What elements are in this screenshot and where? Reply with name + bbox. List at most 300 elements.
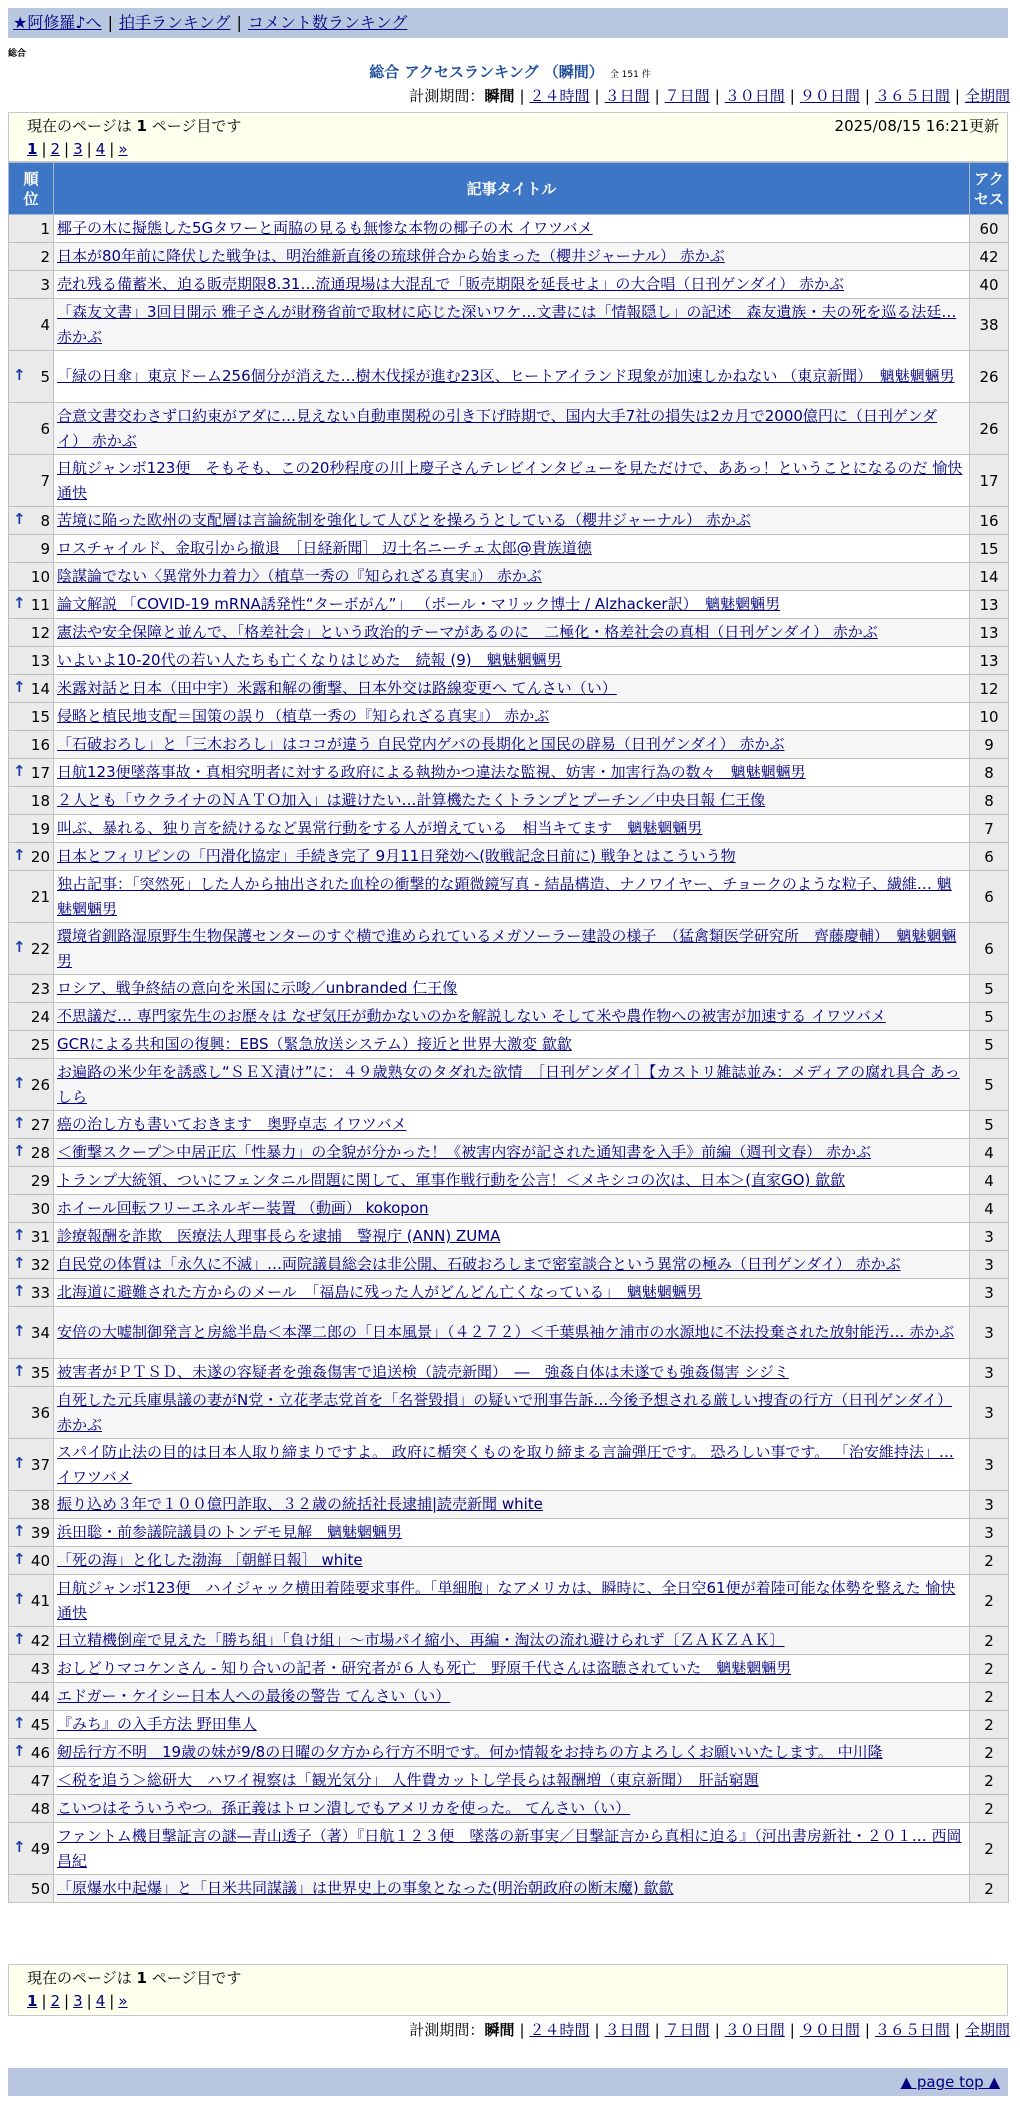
rank-cell bbox=[9, 299, 54, 351]
pagination-bottom bbox=[27, 1990, 997, 2013]
rank-cell bbox=[9, 647, 54, 675]
title-cell bbox=[54, 619, 970, 647]
page-next-link[interactable]: » bbox=[118, 140, 128, 158]
rank-up-icon: ↑ bbox=[13, 1254, 26, 1272]
article-link[interactable]: 侵略と植民地支配＝国策の誤り（植草一秀の『知られざる真実』） 赤かぶ bbox=[57, 707, 550, 725]
rank-cell bbox=[9, 1223, 54, 1251]
title-cell bbox=[54, 1059, 970, 1111]
access-count: 7 bbox=[970, 815, 1009, 843]
access-count: 15 bbox=[970, 535, 1009, 563]
rank-number: 11 bbox=[30, 595, 50, 614]
article-link[interactable]: 『みち』の入手方法 野田隼人 bbox=[57, 1715, 257, 1733]
rank-number: 21 bbox=[30, 887, 50, 906]
period-separator: | bbox=[714, 2021, 720, 2039]
title-cell bbox=[54, 563, 970, 591]
rank-number: 42 bbox=[30, 1631, 50, 1650]
table-row bbox=[9, 455, 1009, 507]
rank-number: 41 bbox=[30, 1591, 50, 1610]
ranking-table bbox=[8, 162, 1009, 1903]
ranking-title: 総合 アクセスランキング （瞬間） bbox=[369, 63, 604, 81]
access-count: 6 bbox=[970, 871, 1009, 923]
article-link[interactable]: 「原爆水中起爆」と「日米共同謀議」は世界史上の事象となった(明治朝政府の断末魔) 歙歙 bbox=[57, 1879, 674, 1897]
article-link[interactable]: おしどりマコケンさん - 知り合いの記者・研究者が６人も死亡 野原千代さんは盗聴されていた 魑魅魍魎男 bbox=[57, 1659, 792, 1677]
period-separator: | bbox=[594, 2021, 600, 2039]
table-row bbox=[9, 815, 1009, 843]
period-separator: | bbox=[864, 87, 870, 105]
rank-number: 13 bbox=[30, 651, 50, 670]
pagination-top bbox=[27, 138, 997, 161]
table-row bbox=[9, 1439, 1009, 1491]
access-count: 2 bbox=[970, 1739, 1009, 1767]
table-row bbox=[9, 299, 1009, 351]
article-link[interactable]: 米露対話と日本（田中宇）米露和解の衝撃、日本外交は路線変更へ てんさい（い） bbox=[57, 679, 617, 697]
access-count: 3 bbox=[970, 1387, 1009, 1439]
header-title: 記事タイトル bbox=[54, 163, 970, 215]
access-count: 60 bbox=[970, 215, 1009, 243]
rank-number: 4 bbox=[40, 315, 50, 334]
article-link[interactable]: 安倍の大嘘制御発言と房総半島＜本澤二郎の「日本風景」（４２７２）＜千葉県袖ケ浦市の水源地に不法投棄された放射能汚… 赤かぶ bbox=[57, 1323, 955, 1341]
article-link[interactable]: ２人とも「ウクライナのＮＡＴＯ加入」は避けたい…計算機たたくトランプとプーチン／中央日報 仁王像 bbox=[57, 791, 766, 809]
title-cell bbox=[54, 591, 970, 619]
rank-number: 7 bbox=[40, 471, 50, 490]
article-link[interactable]: 日航ジャンボ123便 そもそも、この20秒程度の川上慶子さんテレビインタビューを見ただけで、ああっ！ということになるのだ 愉快通快 bbox=[57, 458, 963, 502]
access-count: 40 bbox=[970, 271, 1009, 299]
title-cell bbox=[54, 1823, 970, 1875]
page-link[interactable]: 4 bbox=[95, 140, 106, 158]
home-link[interactable]: ★阿修羅♪へ bbox=[13, 13, 102, 32]
article-link[interactable]: 椰子の木に擬態した5Gタワーと両脇の見るも無惨な本物の椰子の木 イワツバメ bbox=[57, 219, 593, 237]
table-row bbox=[9, 1059, 1009, 1111]
article-link[interactable]: 憲法や安全保障と並んで、「格差社会」という政治的テーマがあるのに 二極化・格差社会の真相（日刊ゲンダイ） 赤かぶ bbox=[57, 623, 878, 641]
table-row bbox=[9, 1003, 1009, 1031]
title-cell bbox=[54, 1359, 970, 1387]
table-row bbox=[9, 1031, 1009, 1059]
table-row bbox=[9, 1875, 1009, 1903]
rank-cell bbox=[9, 1627, 54, 1655]
rank-cell bbox=[9, 1059, 54, 1111]
rank-up-icon: ↑ bbox=[13, 1714, 26, 1732]
table-row bbox=[9, 563, 1009, 591]
access-count: 2 bbox=[970, 1823, 1009, 1875]
page-link[interactable]: 2 bbox=[50, 1992, 61, 2010]
page-status: 現在のページは 1 ページ目です bbox=[27, 117, 242, 135]
period-link[interactable]: ２４時間 bbox=[529, 2021, 590, 2039]
period-current: 瞬間 bbox=[484, 2021, 515, 2039]
period-link[interactable]: ３０日間 bbox=[724, 87, 785, 105]
page-separator: | bbox=[109, 140, 115, 158]
rank-cell bbox=[9, 1195, 54, 1223]
access-count: 3 bbox=[970, 1307, 1009, 1359]
rank-cell bbox=[9, 843, 54, 871]
rank-number: 15 bbox=[30, 707, 50, 726]
article-link[interactable]: エドガー・ケイシー日本人への最後の警告 てんさい（い） bbox=[57, 1687, 451, 1705]
article-link[interactable]: 被害者がＰＴＳＤ、未遂の容疑者を強姦傷害で追送検（読売新聞） ― 強姦自体は未遂でも強姦傷害 シジミ bbox=[57, 1363, 789, 1381]
access-count: 17 bbox=[970, 455, 1009, 507]
rank-cell bbox=[9, 1491, 54, 1519]
rank-cell bbox=[9, 1519, 54, 1547]
table-row bbox=[9, 1795, 1009, 1823]
article-link[interactable]: 日航ジャンボ123便 ハイジャック横田着陸要求事件。「単細胞」なアメリカは、瞬時に、全日空61便が着陸可能な体勢を整えた 愉快通快 bbox=[57, 1578, 956, 1622]
page-separator: | bbox=[86, 140, 92, 158]
access-count: 3 bbox=[970, 1491, 1009, 1519]
rank-cell bbox=[9, 1439, 54, 1491]
rank-cell bbox=[9, 1279, 54, 1307]
page-status: 現在のページは 1 ページ目です bbox=[27, 1969, 242, 1987]
title-cell bbox=[54, 675, 970, 703]
access-count: 6 bbox=[970, 843, 1009, 871]
period-link[interactable]: 全期間 bbox=[964, 2021, 1010, 2039]
article-link[interactable]: 陰謀論でない〈異常外力着力〉（植草一秀の『知られざる真実』） 赤かぶ bbox=[57, 567, 542, 585]
access-count: 3 bbox=[970, 1251, 1009, 1279]
access-count: 26 bbox=[970, 403, 1009, 455]
rank-number: 48 bbox=[30, 1799, 50, 1818]
rank-number: 30 bbox=[30, 1199, 50, 1218]
article-link[interactable]: 「森友文書」3回目開示 雅子さんが財務省前で取材に応じた深いワケ…文書には「情報隠し」の記述 森友遺族・夫の死を巡る法廷… 赤かぶ bbox=[57, 302, 957, 346]
rank-number: 40 bbox=[30, 1551, 50, 1570]
rank-cell bbox=[9, 703, 54, 731]
rank-number: 47 bbox=[30, 1771, 50, 1790]
category-label: 総合 bbox=[8, 49, 27, 59]
period-separator: | bbox=[594, 87, 600, 105]
rank-up-icon: ↑ bbox=[13, 1142, 26, 1160]
rank-cell bbox=[9, 1739, 54, 1767]
table-row bbox=[9, 1823, 1009, 1875]
table-row bbox=[9, 759, 1009, 787]
access-count: 4 bbox=[970, 1139, 1009, 1167]
period-link[interactable]: ３０日間 bbox=[724, 2021, 785, 2039]
page-top-link[interactable]: ▲ page top ▲ bbox=[900, 2073, 1000, 2091]
period-link[interactable]: ７日間 bbox=[664, 2021, 710, 2039]
rank-cell bbox=[9, 535, 54, 563]
period-separator: | bbox=[954, 2021, 960, 2039]
title-cell bbox=[54, 1575, 970, 1627]
table-row bbox=[9, 535, 1009, 563]
article-link[interactable]: お遍路の米少年を誘惑し“ＳＥＸ漬け”に：４９歳熟女のタダれた欲情 ［日刊ゲンダイ］【カストリ雑誌並み：メディアの腐れ具合 あっしら bbox=[57, 1062, 960, 1106]
title-cell bbox=[54, 975, 970, 1003]
title-cell bbox=[54, 215, 970, 243]
rank-number: 39 bbox=[30, 1523, 50, 1542]
article-link[interactable]: 不思議だ… 専門家先生のお歴々は なぜ気圧が動かないのかを解説しない そして米や農作物への被害が加速する イワツバメ bbox=[57, 1007, 886, 1025]
table-row bbox=[9, 1387, 1009, 1439]
table-row bbox=[9, 507, 1009, 535]
page-link-current[interactable]: 1 bbox=[27, 1992, 38, 2010]
access-count: 3 bbox=[970, 1359, 1009, 1387]
article-link[interactable]: 診療報酬を詐欺 医療法人理事長らを逮捕 警視庁 (ANN) ZUMA bbox=[57, 1227, 501, 1245]
page-separator: | bbox=[86, 1992, 92, 2010]
rank-up-icon: ↑ bbox=[13, 1742, 26, 1760]
period-link[interactable]: ９０日間 bbox=[799, 2021, 860, 2039]
table-row bbox=[9, 1683, 1009, 1711]
access-count: 5 bbox=[970, 975, 1009, 1003]
title-cell bbox=[54, 923, 970, 975]
table-row bbox=[9, 1655, 1009, 1683]
period-link[interactable]: ７日間 bbox=[664, 87, 710, 105]
rank-up-icon: ↑ bbox=[13, 1838, 26, 1856]
title-cell bbox=[54, 871, 970, 923]
article-link[interactable]: GCRによる共和国の復興：EBS（緊急放送システム）接近と世界大激変 歙歙 bbox=[57, 1035, 572, 1053]
rank-cell bbox=[9, 351, 54, 403]
rank-cell bbox=[9, 455, 54, 507]
article-link[interactable]: ロスチャイルド、金取引から撤退 ［日経新聞］ 辺土名ニーチェ太郎@貴族道徳 bbox=[57, 539, 592, 557]
title-cell bbox=[54, 843, 970, 871]
rank-up-icon: ↑ bbox=[13, 762, 26, 780]
article-link[interactable]: 自死した元兵庫県議の妻がN党・立花孝志党首を「名誉毀損」の疑いで刑事告訴…今後予想される厳しい捜査の行方（日刊ゲンダイ） 赤かぶ bbox=[57, 1390, 953, 1434]
rank-number: 43 bbox=[30, 1659, 50, 1678]
rank-number: 44 bbox=[30, 1687, 50, 1706]
access-count: 12 bbox=[970, 675, 1009, 703]
period-link[interactable]: ３６５日間 bbox=[874, 2021, 950, 2039]
rank-up-icon: ↑ bbox=[13, 678, 26, 696]
rank-up-icon: ↑ bbox=[13, 1630, 26, 1648]
title-cell bbox=[54, 1279, 970, 1307]
rank-number: 24 bbox=[30, 1007, 50, 1026]
rank-cell bbox=[9, 1031, 54, 1059]
rank-up-icon: ↑ bbox=[13, 1590, 26, 1608]
access-count: 13 bbox=[970, 591, 1009, 619]
article-link[interactable]: 自民党の体質は「永久に不滅」…両院議員総会は非公開、石破おろしまで密室談合という異常の極み（日刊ゲンダイ） 赤かぶ bbox=[57, 1255, 901, 1273]
title-cell bbox=[54, 1711, 970, 1739]
period-separator: | bbox=[954, 87, 960, 105]
rank-number: 19 bbox=[30, 819, 50, 838]
rank-number: 2 bbox=[40, 247, 50, 266]
title-cell bbox=[54, 271, 970, 299]
rank-cell bbox=[9, 759, 54, 787]
title-cell bbox=[54, 1767, 970, 1795]
table-row bbox=[9, 403, 1009, 455]
rank-cell bbox=[9, 1547, 54, 1575]
rank-cell bbox=[9, 731, 54, 759]
article-link[interactable]: 「緑の日傘」東京ドーム256個分が消えた…樹木伐採が進む23区、ヒートアイランド現象が加速しかねない （東京新聞） 魑魅魍魎男 bbox=[57, 367, 955, 385]
access-count: 8 bbox=[970, 787, 1009, 815]
table-row bbox=[9, 1167, 1009, 1195]
rank-cell bbox=[9, 975, 54, 1003]
article-link[interactable]: 「死の海」と化した渤海 ［朝鮮日報］ white bbox=[57, 1551, 363, 1569]
table-row bbox=[9, 1223, 1009, 1251]
title-cell bbox=[54, 787, 970, 815]
title-cell bbox=[54, 1251, 970, 1279]
rank-cell bbox=[9, 871, 54, 923]
article-link[interactable]: ロシア、戦争終結の意向を米国に示唆／unbranded 仁王像 bbox=[57, 979, 458, 997]
page-link[interactable]: 3 bbox=[73, 1992, 83, 2010]
access-count: 2 bbox=[970, 1795, 1009, 1823]
table-row bbox=[9, 1627, 1009, 1655]
table-row bbox=[9, 923, 1009, 975]
rank-up-icon: ↑ bbox=[13, 1282, 26, 1300]
period-link[interactable]: ３６５日間 bbox=[874, 87, 950, 105]
article-link[interactable]: ファントム機目撃証言の謎—青山透子（著）『日航１２３便 墜落の新事実／目撃証言から真相に迫る』（河出書房新社・２０１… 西岡昌紀 bbox=[57, 1826, 962, 1870]
period-separator: | bbox=[654, 2021, 660, 2039]
article-link[interactable]: 苦境に陥った欧州の支配層は言論統制を強化して人びとを操ろうとしている（櫻井ジャーナル） 赤かぶ bbox=[57, 511, 751, 529]
access-count: 2 bbox=[970, 1627, 1009, 1655]
access-count: 2 bbox=[970, 1547, 1009, 1575]
rank-up-icon: ↑ bbox=[13, 1362, 26, 1380]
page-next-link[interactable]: » bbox=[118, 1992, 128, 2010]
page-separator: | bbox=[64, 1992, 70, 2010]
article-link[interactable]: 剱岳行方不明＿19歳の妹が9/8の日曜の夕方から行方不明です。何か情報をお持ちの方よろしくお願いいたします。 中川隆 bbox=[57, 1743, 883, 1761]
period-link[interactable]: ３日間 bbox=[604, 87, 650, 105]
rank-number: 1 bbox=[40, 219, 50, 238]
period-link[interactable]: ２４時間 bbox=[529, 87, 590, 105]
updated-time: 2025/08/15 16:21更新 bbox=[834, 117, 999, 135]
table-row bbox=[9, 647, 1009, 675]
title-cell bbox=[54, 1387, 970, 1439]
article-link[interactable]: 癌の治し方も書いておきます 奥野卓志 イワツバメ bbox=[57, 1115, 407, 1133]
rank-number: 5 bbox=[40, 367, 50, 386]
title-cell bbox=[54, 243, 970, 271]
page-link[interactable]: 3 bbox=[73, 140, 83, 158]
title-cell bbox=[54, 299, 970, 351]
access-count: 5 bbox=[970, 1031, 1009, 1059]
rank-number: 34 bbox=[30, 1323, 50, 1342]
title-cell bbox=[54, 1683, 970, 1711]
period-separator: | bbox=[519, 2021, 525, 2039]
rank-cell bbox=[9, 1875, 54, 1903]
rank-cell bbox=[9, 1359, 54, 1387]
access-count: 4 bbox=[970, 1195, 1009, 1223]
period-separator: | bbox=[519, 87, 525, 105]
article-link[interactable]: 「石破おろし」と「三木おろし」はココが違う 自民党内ゲバの長期化と国民の辟易（日刊ゲンダイ） 赤かぶ bbox=[57, 735, 785, 753]
article-link[interactable]: 浜田聡・前参議院議員のトンデモ見解 魑魅魍魎男 bbox=[57, 1523, 403, 1541]
rank-number: 27 bbox=[30, 1115, 50, 1134]
rank-number: 12 bbox=[30, 623, 50, 642]
rank-cell bbox=[9, 243, 54, 271]
title-cell bbox=[54, 815, 970, 843]
title-cell bbox=[54, 1167, 970, 1195]
access-count: 3 bbox=[970, 1223, 1009, 1251]
rank-up-icon: ↑ bbox=[13, 594, 26, 612]
access-count: 2 bbox=[970, 1683, 1009, 1711]
comment-ranking-link[interactable]: コメント数ランキング bbox=[247, 13, 408, 32]
table-row bbox=[9, 1547, 1009, 1575]
rank-up-icon: ↑ bbox=[13, 846, 26, 864]
article-link[interactable]: 日本が80年前に降伏した戦争は、明治維新直後の琉球併合から始まった（櫻井ジャーナル） 赤かぶ bbox=[57, 247, 725, 265]
access-count: 2 bbox=[970, 1875, 1009, 1903]
period-link[interactable]: 全期間 bbox=[964, 87, 1010, 105]
rank-cell bbox=[9, 563, 54, 591]
article-link[interactable]: トランプ大統領、ついにフェンタニル問題に関して、軍事作戦行動を公言！＜メキシコの次は、日本＞(直家GO) 歙歙 bbox=[57, 1171, 846, 1189]
rank-up-icon: ↑ bbox=[13, 510, 26, 528]
access-count: 13 bbox=[970, 619, 1009, 647]
title-cell bbox=[54, 1439, 970, 1491]
article-link[interactable]: 日本とフィリピンの「円滑化協定」手続き完了 9月11日発効へ(敗戦記念日前に) 戦争とはこういう物 bbox=[57, 847, 736, 865]
rank-number: 32 bbox=[30, 1255, 50, 1274]
article-link[interactable]: ＜税を追う＞総研大 ハワイ視察は「観光気分」 人件費カットし学長らは報酬増（東京新聞） 肝話窮題 bbox=[57, 1771, 759, 1789]
page-separator: | bbox=[41, 140, 47, 158]
article-link[interactable]: 論文解説 「COVID-19 mRNA誘発性“ターボがん”」 （ポール・マリック博士 / Alzhacker訳） 魑魅魍魎男 bbox=[57, 595, 781, 613]
title-cell bbox=[54, 1195, 970, 1223]
rank-up-icon: ↑ bbox=[13, 1454, 26, 1472]
rank-number: 9 bbox=[40, 539, 50, 558]
rank-number: 49 bbox=[30, 1839, 50, 1858]
table-row bbox=[9, 975, 1009, 1003]
access-count: 14 bbox=[970, 563, 1009, 591]
access-count: 3 bbox=[970, 1279, 1009, 1307]
article-link[interactable]: ＜衝撃スクープ＞中居正広「性暴力」の全貌が分かった！《被害内容が記された通知書を入手》前編（週刊文春） 赤かぶ bbox=[57, 1143, 872, 1161]
period-link[interactable]: ９０日間 bbox=[799, 87, 860, 105]
title-cell bbox=[54, 731, 970, 759]
table-row bbox=[9, 675, 1009, 703]
rank-up-icon: ↑ bbox=[13, 1074, 26, 1092]
rank-cell bbox=[9, 619, 54, 647]
access-count: 9 bbox=[970, 731, 1009, 759]
top-nav-bar bbox=[8, 8, 1008, 38]
title-cell bbox=[54, 1655, 970, 1683]
period-label: 計測期間： bbox=[409, 87, 485, 105]
access-count: 6 bbox=[970, 923, 1009, 975]
table-row bbox=[9, 1767, 1009, 1795]
title-cell bbox=[54, 1307, 970, 1359]
period-selector-top bbox=[409, 86, 1010, 106]
title-cell bbox=[54, 759, 970, 787]
table-row bbox=[9, 1739, 1009, 1767]
article-link[interactable]: 北海道に避難された方からのメール 「福島に残った人がどんどん亡くなっている」 魑魅魍魎男 bbox=[57, 1283, 702, 1301]
page-info-top bbox=[8, 112, 1008, 162]
period-link[interactable]: ３日間 bbox=[604, 2021, 650, 2039]
title-cell bbox=[54, 455, 970, 507]
rank-up-icon: ↑ bbox=[13, 1522, 26, 1540]
article-link[interactable]: スパイ防止法の目的は日本人取り締まりですよ。 政府に楯突くものを取り締まる言論弾圧です。 恐ろしい事です。 「治安維持法」… イワツバメ bbox=[57, 1442, 954, 1486]
page-link-current[interactable]: 1 bbox=[27, 140, 38, 158]
table-row bbox=[9, 871, 1009, 923]
rank-number: 22 bbox=[30, 939, 50, 958]
article-link[interactable]: 振り込め３年で１００億円詐取、３２歳の統括社長逮捕|読売新聞 white bbox=[57, 1495, 543, 1513]
clap-ranking-link[interactable]: 拍手ランキング bbox=[118, 13, 231, 32]
access-count: 3 bbox=[970, 1519, 1009, 1547]
rank-cell bbox=[9, 675, 54, 703]
table-row bbox=[9, 1195, 1009, 1223]
title-cell bbox=[54, 1139, 970, 1167]
article-link[interactable]: ホイール回転フリーエネルギー装置 （動画） kokopon bbox=[57, 1199, 429, 1217]
rank-number: 38 bbox=[30, 1495, 50, 1514]
title-cell bbox=[54, 1627, 970, 1655]
article-link[interactable]: 日航123便墜落事故・真相究明者に対する政府による執拗かつ違法な監視、妨害・加害行為の数々 魑魅魍魎男 bbox=[57, 763, 806, 781]
access-count: 2 bbox=[970, 1767, 1009, 1795]
access-count: 5 bbox=[970, 1003, 1009, 1031]
table-row bbox=[9, 1575, 1009, 1627]
article-link[interactable]: こいつはそういうやつ。孫正義はトロン潰しでもアメリカを使った。 てんさい（い） bbox=[57, 1799, 631, 1817]
page-link[interactable]: 4 bbox=[95, 1992, 106, 2010]
rank-number: 8 bbox=[40, 511, 50, 530]
article-link[interactable]: いよいよ10-20代の若い人たちも亡くなりはじめた 続報 (9) 魑魅魍魎男 bbox=[57, 651, 562, 669]
article-link[interactable]: 叫ぶ、暴れる、独り言を続けるなど異常行動をする人が増えている 相当キてます 魑魅魍魎男 bbox=[57, 819, 703, 837]
page-title bbox=[0, 62, 1020, 85]
title-cell bbox=[54, 1547, 970, 1575]
page-link[interactable]: 2 bbox=[50, 140, 61, 158]
title-cell bbox=[54, 535, 970, 563]
period-separator: | bbox=[789, 2021, 795, 2039]
access-count: 3 bbox=[970, 1439, 1009, 1491]
article-link[interactable]: 日立精機倒産で見えた「勝ち組」「負け組」～市場パイ縮小、再編・淘汰の流れ避けられず〔ＺＡＫＺＡＫ〕 bbox=[57, 1631, 785, 1649]
page-separator: | bbox=[109, 1992, 115, 2010]
article-link[interactable]: 独占記事：「突然死」した人から抽出された血栓の衝撃的な顕微鏡写真 - 結晶構造、ナノワイヤー、チョークのような粒子、繊維… 魑魅魍魎男 bbox=[57, 874, 952, 918]
article-link[interactable]: 環境省釧路湿原野生生物保護センターのすぐ横で進められているメガソーラー建設の様子 （猛禽類医学研究所 齊藤慶輔） 魑魅魍魎男 bbox=[57, 926, 957, 970]
rank-up-icon: ↑ bbox=[13, 1322, 26, 1340]
title-cell bbox=[54, 1739, 970, 1767]
rank-cell bbox=[9, 507, 54, 535]
rank-up-icon: ↑ bbox=[13, 1114, 26, 1132]
rank-number: 45 bbox=[30, 1715, 50, 1734]
access-count: 8 bbox=[970, 759, 1009, 787]
access-count: 13 bbox=[970, 647, 1009, 675]
period-separator: | bbox=[789, 87, 795, 105]
table-row bbox=[9, 843, 1009, 871]
article-link[interactable]: 合意文書交わさず口約束がアダに…見えない自動車関税の引き下げ時期で、国内大手7社の損失は2カ月で2000億円に（日刊ゲンダイ） 赤かぶ bbox=[57, 406, 938, 450]
rank-cell bbox=[9, 1767, 54, 1795]
access-count: 38 bbox=[970, 299, 1009, 351]
rank-cell bbox=[9, 923, 54, 975]
rank-cell bbox=[9, 1139, 54, 1167]
article-link[interactable]: 売れ残る備蓄米、迫る販売期限8.31…流通現場は大混乱で「販売期限を延長せよ」の大合唱（日刊ゲンダイ） 赤かぶ bbox=[57, 275, 844, 293]
